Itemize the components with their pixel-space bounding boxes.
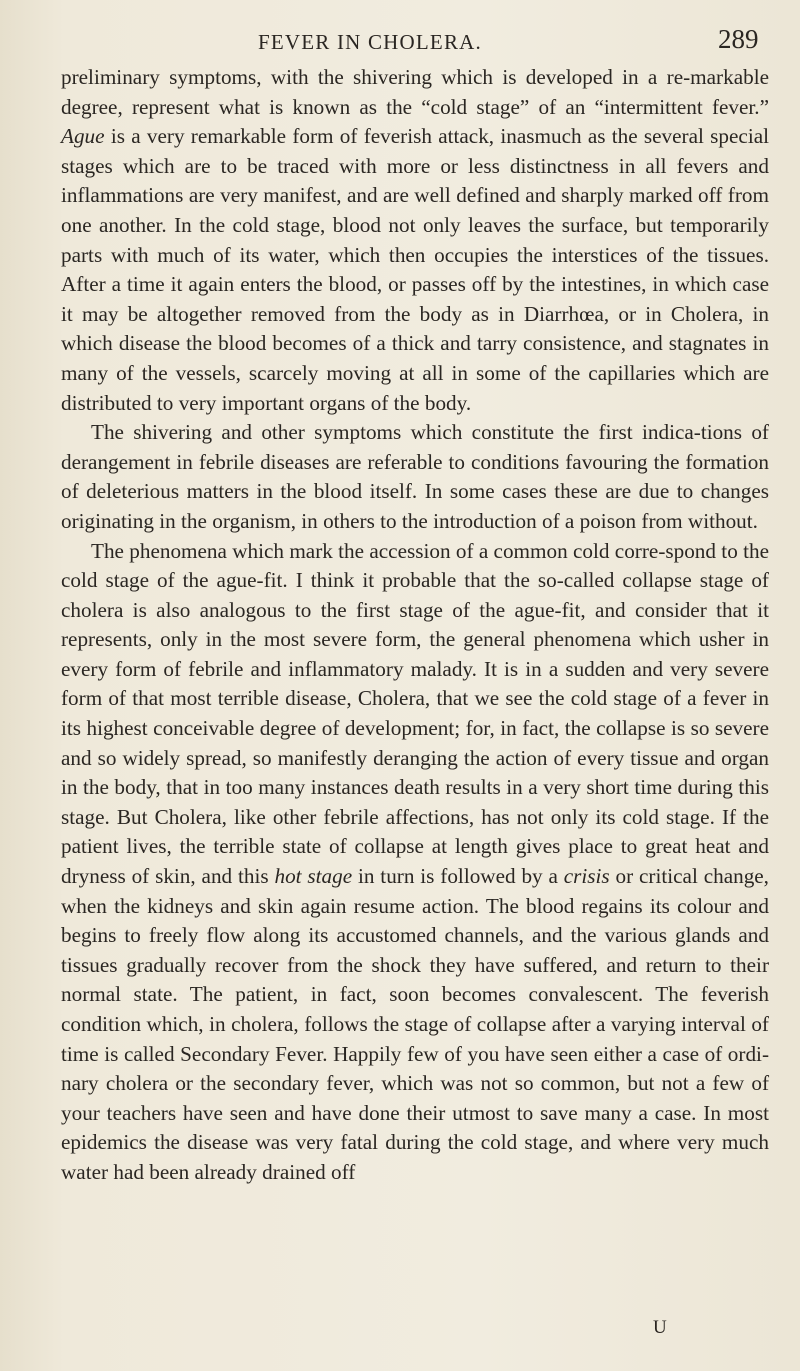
text-run: The shivering and other symptoms which constitute the first indica-tions of derangement in febrile diseases are referable to conditions favouring the formation of deleterious matters in the blood itself. In some cases these are due to changes originating in the organism, in others to the introduction of a poison from without. — [61, 420, 769, 533]
signature-mark: U — [653, 1317, 668, 1338]
running-head — [0, 22, 800, 62]
page-number: 289 — [718, 24, 759, 54]
text-run: is a very remarkable form of feverish attack, inasmuch as the several special stages which are to be traced with more or less distinctness in all fevers and inflammations are very manifest, and are well defined and sharply marked off from one another. In the cold stage, blood not only leaves the surface, but temporarily parts with much of its water, which then occupies the interstices of the tissues. After a time it again enters the blood, or passes off by the intestines, in which case it may be altogether removed from the body as in Diarrhœa, or in Cholera, in which disease the blood becomes of a thick and tarry consistence, and stagnates in many of the vessels, scarcely moving at all in some of the capillaries which are distributed to very important organs of the body. — [61, 124, 769, 415]
italic-text: crisis — [563, 864, 610, 889]
text-run: in turn is followed by a — [352, 864, 564, 889]
text-run: preliminary symptoms, with the shivering which is developed in a re-markable degree, represent what is known as the “cold stage” of an “intermittent fever.” — [61, 65, 769, 119]
italic-text: Ague — [61, 124, 105, 149]
running-title: FEVER IN CHOLERA. — [258, 30, 482, 54]
italic-text: hot stage — [274, 864, 353, 889]
text-run: The phenomena which mark the accession of a common cold corre-spond to the cold stage of the ague-fit. I think it probable that the so-called collapse stage of cholera is also analogous to the first stage of the ague-fit, and consider that it represents, only in the most severe form, the general phenomena which usher in every form of febrile and inflammatory malady. It is in a sudden and very severe form of that most terrible disease, Cholera, that we see the cold stage of a fever in its highest conceivable degree of development; for, in fact, the collapse is so severe and so widely spread, so manifestly deranging the action of every tissue and organ in the body, that in too many instances death results in a very short time during this stage. But Cholera, like other febrile affections, has not only its cold stage. If the patient lives, the terrible state of collapse at length gives place to great heat and dryness of skin, and this — [61, 538, 769, 889]
body-text — [61, 63, 769, 1188]
paragraph — [61, 63, 769, 418]
paragraph — [61, 418, 769, 536]
text-run: or critical change, when the kidneys and skin again resume action. The blood regains its colour and begins to freely flow along its accustomed channels, and the various glands and tissues gradually recover from the shock they have suffered, and return to their normal state. The patient, in fact, soon becomes convalescent. The feverish condition which, in cholera, follows the stage of collapse after a varying interval of time is called Secondary Fever. Happily few of you have seen either a case of ordi-nary cholera or the secondary fever, which was not so common, but not a few of your teachers have seen and have done their utmost to save many a case. In most epidemics the disease was very fatal during the cold stage, and where very much water had been already drained off — [61, 864, 769, 1184]
paragraph — [61, 537, 769, 1188]
